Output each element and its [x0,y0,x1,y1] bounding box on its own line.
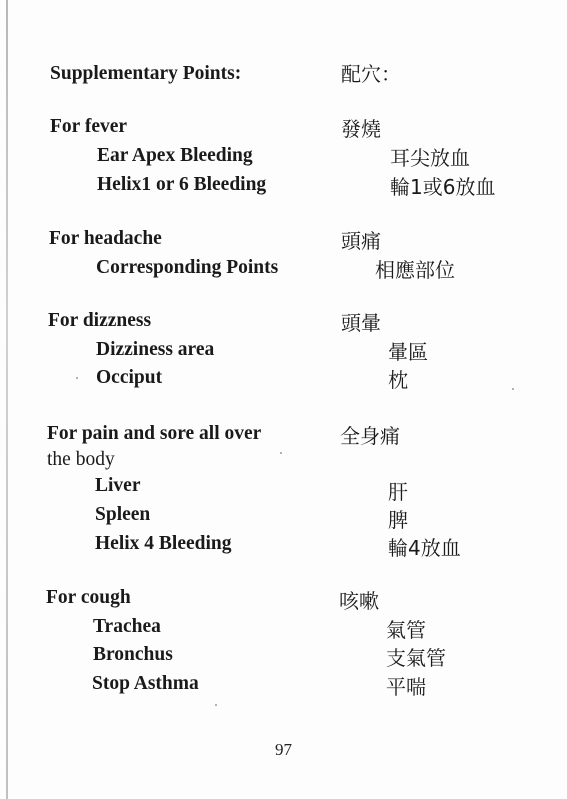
point-trachea-zh: 氣管 [386,618,426,642]
point-helix-1-or-6-bleeding: Helix1 or 6 Bleeding [97,174,267,195]
section-title-cough: For cough [46,587,131,608]
point-dizziness-area: Dizziness area [96,339,215,360]
supplementary-points-heading: Supplementary Points: [50,63,242,84]
section-title-fever-zh: 發燒 [341,117,381,141]
section-title-pain-and-sore-line2: the body [47,449,115,470]
point-dizziness-area-zh: 暈區 [388,340,428,364]
section-title-pain-and-sore-zh: 全身痛 [340,424,400,448]
point-liver-zh: 肝 [388,480,408,504]
page-binding-edge [6,0,8,799]
point-spleen-zh: 脾 [388,508,408,532]
scan-speck [215,704,217,706]
scan-speck [512,388,514,390]
scan-speck [76,377,78,379]
point-corresponding-points-zh: 相應部位 [375,258,455,282]
point-trachea: Trachea [93,616,161,637]
point-helix-1-or-6-bleeding-zh: 輪1或6放血 [390,175,496,199]
supplementary-points-heading-zh: 配穴： [341,62,401,86]
point-occiput: Occiput [96,367,163,388]
point-corresponding-points: Corresponding Points [96,257,279,278]
section-title-headache: For headache [49,228,162,249]
point-liver: Liver [95,475,141,496]
section-title-pain-and-sore-line1: For pain and sore all over [47,423,262,444]
page-number: 97 [275,740,292,759]
point-bronchus-zh: 支氣管 [386,646,446,670]
point-ear-apex-bleeding-zh: 耳尖放血 [390,146,470,170]
section-title-fever: For fever [50,116,128,137]
section-title-cough-zh: 咳嗽 [339,589,379,613]
point-helix-4-bleeding-zh: 輪4放血 [388,536,461,560]
section-title-headache-zh: 頭痛 [341,229,381,253]
section-title-dizzness-zh: 頭暈 [341,311,381,335]
section-title-dizzness: For dizzness [48,310,152,331]
point-occiput-zh: 枕 [388,368,408,392]
point-stop-asthma: Stop Asthma [92,673,199,694]
point-ear-apex-bleeding: Ear Apex Bleeding [97,145,253,166]
point-spleen: Spleen [95,504,151,525]
scan-speck [280,452,282,454]
point-bronchus: Bronchus [93,644,173,665]
point-stop-asthma-zh: 平喘 [386,675,426,699]
point-helix-4-bleeding: Helix 4 Bleeding [95,533,232,554]
